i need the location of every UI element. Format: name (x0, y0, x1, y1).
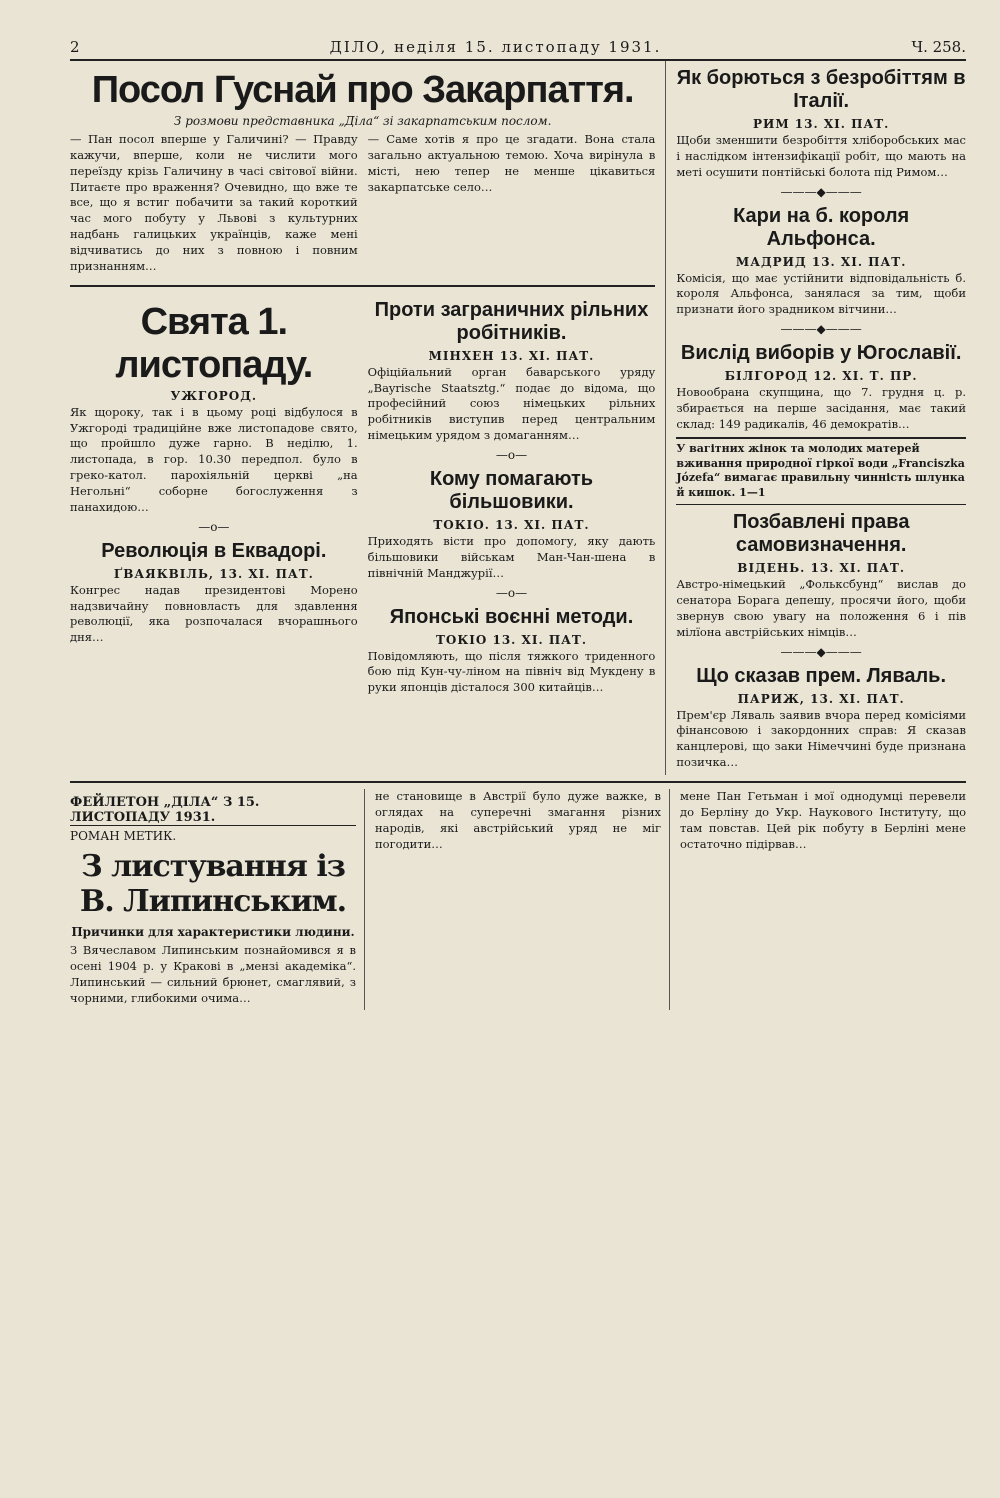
feuilleton-subtitle: Причинки для характеристики людини. (71, 924, 355, 939)
dateline: ВІДЕНЬ. 13. XI. ПАТ. (737, 561, 906, 576)
feuilleton-label: ФЕЙЛЕТОН „ДІЛА“ З 15. ЛИСТОПАДУ 1931. (70, 795, 356, 826)
article-self-determination (676, 511, 966, 640)
article-workers (368, 299, 656, 444)
dateline: ТОКІО 13. XI. ПАТ. (435, 632, 588, 647)
dateline: ПАРИЖ, 13. XI. ПАТ. (737, 691, 905, 706)
masthead-title: ДІЛО, неділя 15. листопаду 1931. (329, 38, 662, 56)
article-text: Приходять вісти про допомогу, яку дають більшовики військам Ман-Чан-шена в північній Манджурії… (367, 534, 656, 580)
feuilleton-text: мене Пан Гетьман і мої однодумці перевели до Берліну до Укр. Наукового Інституту, що там повстав. Цей рік побуту в Берліні мене остаточно підірвав… (680, 788, 966, 851)
article-text: — Пан посол вперше у Галичині? — Правду кажучи, вперше, коли не числити мого переїзду крізь Галичину в часі світової війни. Питаєте про враження? Очевидно, що вже те все, що я встиг побачити за такий короткий час мого побуту у Львові з культурних надбань галицьких українців, каже мені відчиватись до них з повною і повним признанням… (70, 132, 358, 273)
article-laval (676, 665, 966, 771)
article-headline: Вислід виборів у Югославії. (680, 342, 962, 365)
advert-notice: У вагітних жінок та молодих матерей вживання природної гіркої води „Franciszka Józefa“ вимагає правильну чинність шлунка й кишок. 1—1 (676, 437, 966, 505)
article-headline: Як борються з безробіттям в Італії. (676, 67, 966, 112)
article-headline: Проти заграничних рільних робітників. (374, 298, 649, 344)
article-subtitle: З розмови представника „Діла“ зі закарпатським послом. (173, 114, 552, 128)
author: РОМАН МЕТИК. (70, 828, 177, 843)
article-headline: Позбавлені права самовизначення. (732, 511, 910, 557)
article-japan (368, 606, 656, 697)
feuilleton-title: З листування із В. Липинським. (79, 848, 347, 919)
article-ecuador (70, 540, 358, 646)
dateline: МАДРИД 13. XI. ПАТ. (735, 254, 907, 269)
article-text: Повідомляють, що після тяжкого триденного бою під Кун-чу-ліном на північ від Мукдену в руки японців дісталося 300 китайців… (367, 648, 656, 695)
article-text: Прем'єр Ляваль заявив вчора перед комісіями фінансовою і закордонних справ: Я сказав канцлерові, що заки Німеччині буде признана позичка… (676, 707, 966, 770)
article-text: Офіційальний орган баварського уряду „Bayrische Staatsztg.“ подає до відома, що професійний союз німецьких рільних робітників виступив перед центральним німецьким урядом з домаганням… (367, 364, 656, 443)
article-headline: Японські воєнні методи. (389, 605, 634, 628)
issue-number: Ч. 258. (911, 38, 966, 56)
article-text: Як щороку, так і в цьому році відбулося в Ужгороді традиційне вже листопадове свято, що пройшло дуже гарно. В неділю, 1. листопада, в гор. 10.30 передпол. було в греко-катол. парохіяльній церкві „на Негольні“ соборне богослуження з панахидою… (70, 404, 358, 514)
article-headline: Кари на б. короля Альфонса. (733, 204, 910, 250)
article-headline: Що сказав прем. Ляваль. (696, 664, 947, 687)
article-text: Австро-німецький „Фольксбунд“ вислав до сенатора Борага депешу, просячи його, щоби звернув свою увагу на положення 6 і пів мілїона австрійських німців… (676, 577, 966, 639)
dateline: БІЛГОРОД 12. XI. Т. ПР. (724, 369, 918, 384)
side-column: Як борються з безробіттям в Італії. РИМ 13. XI. ПАТ. Щоби зменшити безробіття хліборобських мас і наслідком інтензифікації робіт, що мають на меті осушити понтійські болота під Римом… ———◆——— Кари на б. короля Альфонса. МАДРИД 13. XI. ПАТ. Комісія, що має устійнити відповідальність б. короля Альфонса, занялася за тим, щоби признати його зрадником вітчини… ———◆——— Вислід виборів у Югославії. БІЛГОРОД 12. XI. Т. ПР. Новообрана скупщина, що 7. грудня ц. р. збирається на перше засідання, має такий склад: 149 радикалів, 46 демократів… У вагітних жінок та молодих матерей вживання природної гіркої води „Franciszka Józefa“ вимагає правильну чинність шлунка й кишок. 1—1 Позбавлені права самовизначення. ВІДЕНЬ. 13. XI. ПАТ. Австро-німецький „Фольксбунд“ вислав до сенатора Борага депешу, просячи його, щоби звернув свою увагу на положення 6 і пів мілїона австрійських німців… ———◆——— Що сказав прем. Ляваль. ПАРИЖ, 13. XI. ПАТ. Прем'єр Ляваль заявив вчора перед комісіями фінансовою і закордонних справ: Я сказав канцлерові, що заки Німеччині буде признана позичка… (665, 61, 966, 775)
feuilleton-text: З Вячеславом Липинським познайомився я в осені 1904 р. у Кракові в „мензі академіка“. Липинський — сильний брюнет, смаглявий, з чорними, глибокими очима… (70, 942, 356, 1005)
article-text: Конгрес надав президентові Морено надзвичайну повновласть для здавлення революції, яка розпочалася вчорашнього дня… (70, 582, 358, 645)
article-headline: Свята 1. листопаду. (115, 300, 313, 386)
article-gusnai (70, 69, 655, 279)
article-bolsheviks (368, 468, 656, 582)
article-headline: Кому помагають більшовики. (429, 468, 594, 514)
dateline: ТОКІО. 13. XI. ПАТ. (433, 518, 590, 533)
main-column: Посол Гуснай про Закарпаття. З розмови представника „Діла“ зі закарпатським послом. — Пан посол вперше у Галичині? — Правду кажучи, вперше, коли не числити мого переїзду крізь Галичину в часі світової війни. Питаєте про враження? Очевидно, що вже те все, що я встиг побачити за такий короткий час мого побуту у Львові з культурних надбань галицьких українців, каже мені відчиватись до них з повною і повним признанням… — Саме хотів я про це згадати. Вона стала загально актуальною темою. Хоча вирінула в місті, нею тепер не менше цікавиться закарпатське село… Свята 1. листопаду. УЖГОРОД. Як щороку, так і в цьому році відбулося в Ужгороді традиційне вже листопадове свято, що пройшло дуже гарно. В неділю, 1. листопада, в гор. 10.30 передпол. було в греко-катол. парохіяльній церкві „на Негольні“ соборне богослуження з панахидою… —o— Революція в Еквадорі. ҐВАЯКВІЛЬ, 13. XI. ПАТ. Конгрес надав президентові Морено надзвичайну повновласть для здавлення революції, яка розпочалася вчорашнього дня… Проти заграничних рільних робітників. МІНХЕН 13. XI. ПАТ. Офіційальний орган баварського уряду „Bayrische Staatsztg.“ подає до відома, що професійний союз німецьких рільних робітників виступив перед центральним німецьким урядом з домаганням… —o— Кому помагають більшовики. ТОКІО. 13. XI. ПАТ. Приходять вісти про допомогу, яку дають більшовики військам Ман-Чан-шена в північній Манджурії… —o— Японські воєнні методи. ТОКІО 13. XI. ПАТ. Повідомляють, що після тяжкого триденного бою під Кун-чу-ліном на північ від Мукдену в руки японців дісталося 300 китайців… (70, 69, 656, 695)
article-italy (676, 67, 966, 181)
dateline: МІНХЕН 13. XI. ПАТ. (428, 348, 595, 363)
article-yugoslavia (676, 342, 966, 433)
dateline: РИМ 13. XI. ПАТ. (752, 117, 890, 131)
article-text: — Саме хотів я про це згадати. Вона стала загально актуальною темою. Хоча вирінула в місті, нею тепер не менше цікавиться закарпатське село… (367, 132, 656, 194)
feuilleton (70, 789, 966, 1010)
article-headline: Посол Гуснай про Закарпаття. (91, 69, 634, 111)
masthead (70, 38, 966, 61)
article-alfonso (676, 205, 966, 319)
page-number: 2 (70, 38, 80, 56)
dateline: УЖГОРОД. (170, 388, 258, 403)
article-text: Новообрана скупщина, що 7. грудня ц. р. збирається на перше засідання, має такий склад: 149 радикалів, 46 демократів… (676, 385, 966, 431)
article-text: Комісія, що має устійнити відповідальність б. короля Альфонса, занялася за тим, щоби признати його зрадником вітчини… (676, 270, 966, 317)
feuilleton-text: не становище в Австрії було дуже важке, в оглядах на суперечні змагання різних народів, які австрійський уряд не міг погодити… (375, 788, 661, 851)
top-columns (70, 61, 966, 775)
article-holiday (70, 301, 358, 516)
article-text: Щоби зменшити безробіття хліборобських мас і наслідком інтензифікації робіт, що мають на меті осушити понтійські болота під Римом… (676, 133, 966, 179)
dateline: ҐВАЯКВІЛЬ, 13. XI. ПАТ. (113, 566, 314, 581)
article-headline: Революція в Еквадорі. (101, 539, 327, 562)
